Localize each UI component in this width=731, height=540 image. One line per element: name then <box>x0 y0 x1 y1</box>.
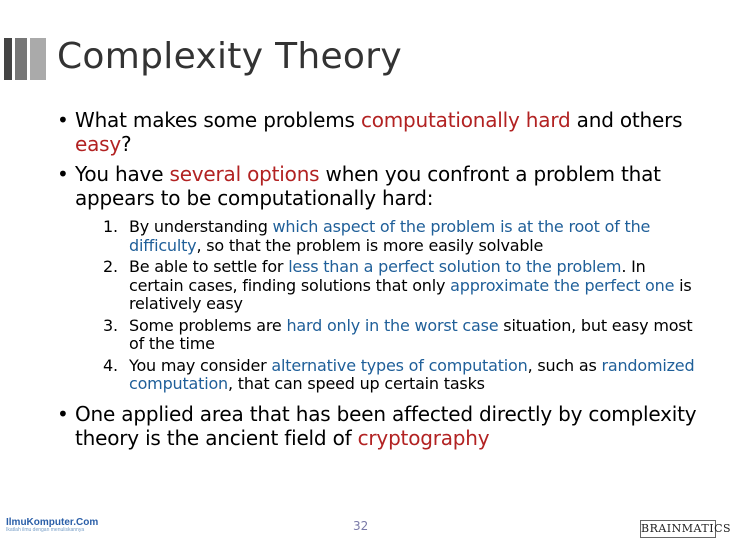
text: By understanding <box>129 217 273 236</box>
highlight: cryptography <box>357 425 490 450</box>
options-list <box>103 218 703 394</box>
brainmatics-logo: BRAINMATICS <box>640 520 716 538</box>
bullet-cryptography <box>57 402 707 450</box>
bullet-hard-vs-easy <box>57 108 707 156</box>
highlight: computationally hard <box>360 108 571 132</box>
text: and others <box>570 108 683 132</box>
list-item <box>103 218 703 255</box>
bullet-dot: • <box>57 401 69 426</box>
slide-body <box>57 108 707 456</box>
title-decoration-bars <box>0 38 50 80</box>
item-number: 4. <box>103 355 118 375</box>
highlight: randomized computation <box>129 355 695 393</box>
item-number: 1. <box>103 217 118 236</box>
item-number: 2. <box>103 257 118 276</box>
list-item <box>103 258 703 314</box>
text: What makes some problems <box>75 108 361 132</box>
bullet-dot: • <box>57 108 69 132</box>
text: , such as <box>527 355 602 375</box>
slide-title: Complexity Theory <box>57 36 402 77</box>
logo-text: IlmuKomputer.Com <box>6 517 99 528</box>
text: Some problems are <box>129 315 287 335</box>
text: ? <box>121 132 132 156</box>
text: You have <box>75 162 170 186</box>
text: , so that the problem is more easily solvable <box>196 235 544 255</box>
text: One applied area that has been affected directly by complexity theory is the ancient field of <box>75 401 697 450</box>
text: , that can speed up certain tasks <box>228 374 485 393</box>
list-item <box>103 317 703 354</box>
text: when you confront a problem that appears to be computationally hard: <box>75 162 661 210</box>
highlight: alternative types of computation <box>271 355 528 375</box>
item-number: 3. <box>103 315 118 335</box>
page-number: 32 <box>353 519 369 533</box>
bullet-options <box>57 162 707 210</box>
list-item <box>103 357 703 394</box>
highlight: easy <box>75 132 122 156</box>
text: . In certain cases, finding solutions that only <box>129 257 646 295</box>
bullet-dot: • <box>57 162 69 186</box>
highlight: several options <box>169 162 320 186</box>
ilmukomputer-logo <box>6 517 98 533</box>
highlight: approximate the perfect one <box>450 275 675 295</box>
logo-tagline: Ikatlah ilmu dengan menuliskannya <box>6 527 85 533</box>
text: is relatively easy <box>129 275 692 313</box>
text: You may consider <box>129 355 272 375</box>
highlight: which aspect of the problem is at the root of the difficulty <box>129 217 651 255</box>
highlight: hard only in the worst case <box>286 315 499 335</box>
text: Be able to settle for <box>129 257 289 276</box>
text: situation, but easy most of the time <box>129 315 693 353</box>
highlight: less than a perfect solution to the problem <box>288 257 622 276</box>
